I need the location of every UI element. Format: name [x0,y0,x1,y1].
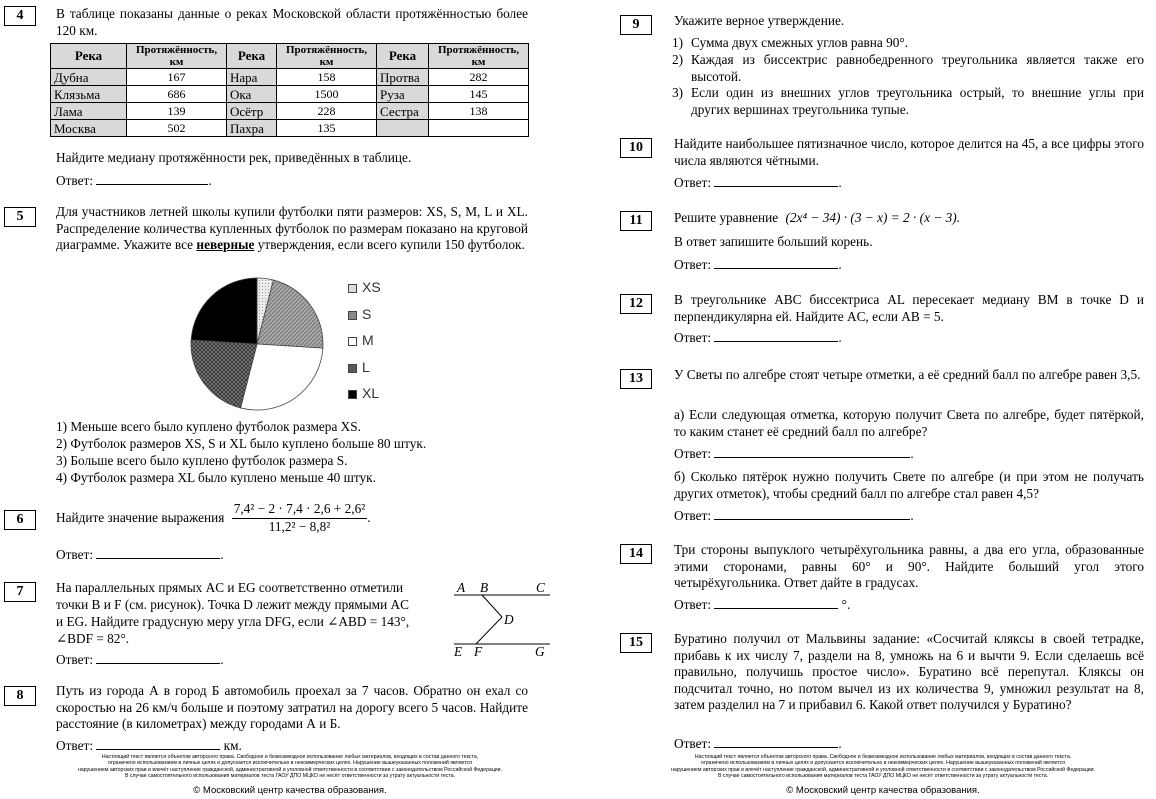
river-length: 167 [127,69,227,86]
river-name: Ока [227,86,277,103]
col-header-river: Река [227,44,277,69]
answer-field[interactable] [714,257,838,269]
answer-field[interactable] [96,173,208,185]
legend-label-l: L [362,359,370,375]
river-name: Протва [377,69,429,86]
task-6-text: Найдите значение выражения [56,509,225,525]
answer-field[interactable] [714,446,910,458]
task-11-answer [674,257,842,274]
legend-swatch-xl [348,390,357,399]
task-14-answer [674,597,850,614]
river-name: Нара [227,69,277,86]
footer-line: ограничено использованием в личных целях и допускается исключительно в некоммерческих целях. Нарушение вышеуказанных положений является [701,760,1065,767]
task-8-answer [56,738,242,755]
river-length: 282 [429,69,529,86]
task-4-answer [56,173,212,190]
task-number-10: 10 [620,138,652,158]
task-7-line-4: ∠BDF = 82°. [56,631,130,646]
river-length: 1500 [277,86,377,103]
river-length: 135 [277,120,377,137]
task-6-fraction [232,501,371,535]
river-length: 502 [127,120,227,137]
river-name [377,120,429,137]
table-row [51,103,529,120]
answer-end: . [220,652,224,667]
answer-field[interactable] [714,597,838,609]
rivers-table [50,43,529,137]
task-10-answer [674,175,842,192]
footer-line: ограничено использованием в личных целях и допускается исключительно в некоммерческих целях. Нарушение вышеуказанных положений является [108,760,472,767]
task-5-option-2: 2) Футболок размеров XS, S и XL было куплено больше 80 штук. [56,436,427,451]
task-6-expression [56,501,371,535]
footer-line: нарушением авторских прав и влечёт наступление гражданской, административной и уголовной ответственности в соответствии с законодательством Российской Федерации. [77,766,503,773]
answer-end: . [838,330,842,345]
river-length: 138 [429,103,529,120]
task-15-answer [674,736,842,753]
table-row [51,69,529,86]
river-length [429,120,529,137]
river-name: Дубна [51,69,127,86]
river-name: Пахра [227,120,277,137]
task-11-line [674,210,960,227]
label-b: B [480,580,489,595]
table-row [51,120,529,137]
task-11-text-2: В ответ запишите больший корень. [674,234,873,249]
answer-end: . [838,736,842,751]
task-4-question: Найдите медиану протяжённости рек, приведённых в таблице. [56,150,412,165]
answer-label: Ответ: [674,330,715,345]
task-9-option-num-2: 2) [672,52,684,67]
task-13-answer-a [674,446,914,463]
task-6-tail: . [367,509,371,525]
answer-end: . [910,508,914,523]
task-9-option-1: Сумма двух смежных углов равна 90°. [691,35,909,50]
legend-label-xs: XS [362,279,381,295]
task-6-answer [56,547,224,564]
answer-end: . [220,547,224,562]
task-number-14: 14 [620,544,652,564]
task-11-text: Решите уравнение [674,210,779,225]
answer-label: Ответ: [674,597,715,612]
task-5-option-4: 4) Футболок размера XL было куплено меньше 40 штук. [56,470,376,485]
task-number-11: 11 [620,211,652,231]
answer-label: Ответ: [674,446,715,461]
footer-line: Настоящий текст является объектом авторского права. Свободное и безвозмездное использование любых материалов, входящих в состав данного текста, [101,754,479,760]
fraction-numerator: 7,4² − 2 · 7,4 · 2,6 + 2,6² [232,501,368,519]
task-13-answer-b [674,508,914,525]
answer-end: . [838,175,842,190]
answer-field[interactable] [96,547,220,559]
task-5-option-3: 3) Больше всего было куплено футболок размера S. [56,453,348,468]
task-5-text-after: утверждения, если всего купили 150 футболок. [254,237,525,252]
legend-label-s: S [362,306,372,322]
task-7-answer [56,652,224,669]
task-number-6: 6 [4,510,36,530]
legend-swatch-xs [348,284,357,293]
answer-label: Ответ: [56,738,97,753]
answer-end: . [910,446,914,461]
task-number-15: 15 [620,633,652,653]
footer-line: В случае самостоятельного использования материалов теста ГАОУ ДПО МЦКО не несёт ответственности за утрату актуальности теста. [124,772,456,779]
river-name: Осётр [227,103,277,120]
pie-slice-xl [191,278,257,344]
col-header-length: Протяжённость, км [127,44,227,69]
task-7-line-2: точки B и F (см. рисунок). Точка D лежит между прямыми AC [56,597,410,612]
task-number-4: 4 [4,6,36,26]
task-8-text: Путь из города А в город Б автомобиль проехал за 7 часов. Обратно он ехал со скоростью на 26 км/ч больше и поэтому затратил на дорогу всего 5 часов. Найдите расстояние (в километрах) между городами А и Б. [56,683,528,731]
legend-swatch-s [348,311,357,320]
answer-end: . [208,173,212,188]
task-number-13: 13 [620,369,652,389]
answer-label: Ответ: [674,508,715,523]
answer-end: . [838,257,842,272]
task-5-text-before: Для участников летней школы купили футболки пяти размеров: XS, S, M, L и XL. Распределение количества купленных футболок по размерам показано на круговой диаграмме. Укажите все [56,204,528,252]
fraction-denominator: 11,2² − 8,8² [268,518,331,534]
label-a: A [457,580,466,595]
tshirt-pie-chart [184,274,330,414]
label-d: D [504,612,514,627]
copyright-left: © Московский центр качества образования. [193,785,387,796]
river-length: 145 [429,86,529,103]
answer-field[interactable] [96,738,220,750]
task-4-text: В таблице показаны данные о реках Московской области протяжённостью более 120 км. [56,6,528,38]
legend-label-xl: XL [362,385,380,401]
answer-label: Ответ: [674,257,715,272]
footer-left [0,754,580,779]
label-e: E [454,644,463,659]
answer-label: Ответ: [674,175,715,190]
task-14-text: Три стороны выпуклого четырёхугольника равны, а два его угла, образованные этими сторонами, равны 60° и 90°. Найдите больший угол этого четырёхугольника. Ответ дайте в градусах. [674,542,1144,590]
answer-field[interactable] [714,736,838,748]
task-9-option-2: Каждая из биссектрис равнобедренного треугольника является также его высотой. [691,52,1144,84]
river-length: 139 [127,103,227,120]
answer-end: км. [220,738,242,753]
task-13-text: У Светы по алгебре стоят четыре отметки, а её средний балл по алгебре равен 3,5. [674,367,1141,382]
legend-swatch-m [348,337,357,346]
footer-line: нарушением авторских прав и влечёт наступление гражданской, административной и уголовной ответственности в соответствии с законодательством Российской Федерации. [670,766,1096,773]
task-number-9: 9 [620,15,652,35]
task-7-line-1: На параллельных прямых AC и EG соответственно отметили [56,580,404,595]
task-13-part-b: б) Сколько пятёрок нужно получить Свете по алгебре (и при этом не получать других отметок), чтобы средний балл по алгебре стал равен 4,5? [674,469,1144,501]
label-f: F [474,644,483,659]
label-c: C [536,580,545,595]
task-9-option-num-3: 3) [672,85,684,100]
river-length: 686 [127,86,227,103]
river-name: Москва [51,120,127,137]
river-name: Лама [51,103,127,120]
answer-field[interactable] [714,330,838,342]
col-header-river: Река [51,44,127,69]
river-name: Сестра [377,103,429,120]
answer-label: Ответ: [56,547,97,562]
river-name: Руза [377,86,429,103]
label-g: G [535,644,545,659]
answer-field[interactable] [714,508,910,520]
answer-end: °. [838,597,851,612]
task-number-7: 7 [4,582,36,602]
task-15-text: Буратино получил от Мальвины задание: «Сосчитай кляксы в своей тетрадке, прибавь к их числу 7, раздели на 8, умножь на 6 и вычти 9. Если сделаешь всё правильно, получишь простое число». Буратино всё перепутал. Кляксы он подсчитал точно, но потом вычел из их количества 9, умножил результат на 8, затем разделил на 7 и прибавил 6. Какой ответ получился у Буратино? [674,631,1144,712]
copyright-right: © Московский центр качества образования. [786,785,980,796]
task-12-text: В треугольнике ABC биссектриса AL пересекает медиану BM в точке D и перпендикулярна ей. Найдите AC, если AB = 5. [674,292,1144,324]
col-header-length: Протяжённость, км [429,44,529,69]
answer-label: Ответ: [56,652,97,667]
task-number-5: 5 [4,207,36,227]
footer-right [618,754,1148,779]
task-9-text: Укажите верное утверждение. [674,13,845,28]
task-9-option-3: Если один из внешних углов треугольника острый, то внешние углы при других вершинах треугольника тупые. [691,85,1144,117]
col-header-river: Река [377,44,429,69]
answer-field[interactable] [714,175,838,187]
task-number-12: 12 [620,294,652,314]
task-9-option-num-1: 1) [672,35,684,50]
task-number-8: 8 [4,686,36,706]
answer-field[interactable] [96,652,220,664]
task-10-text: Найдите наибольшее пятизначное число, которое делится на 45, а все цифры этого числа являются чётными. [674,136,1144,168]
river-length: 228 [277,103,377,120]
task-7-line-3: и EG. Найдите градусную меру угла DFG, если ∠ABD = 143°, [56,614,410,629]
task-12-answer [674,330,842,347]
col-header-length: Протяжённость, км [277,44,377,69]
river-name: Клязьма [51,86,127,103]
task-5-text [56,204,528,254]
task-5-emphasis: неверные [196,237,255,252]
legend-swatch-l [348,364,357,373]
task-11-equation: (2x⁴ − 34) · (3 − x) = 2 · (x − 3). [785,210,961,225]
river-length: 158 [277,69,377,86]
table-row [51,86,529,103]
footer-line: Настоящий текст является объектом авторского права. Свободное и безвозмездное использование любых материалов, входящих в состав данного текста, [694,754,1072,760]
task-5-option-1: 1) Меньше всего было куплено футболок размера XS. [56,419,362,434]
answer-label: Ответ: [674,736,715,751]
answer-label: Ответ: [56,173,97,188]
task-13-part-a: а) Если следующая отметка, которую получит Света по алгебре, будет пятёркой, то каким станет её средний балл по алгебре? [674,407,1144,439]
legend-label-m: M [362,332,374,348]
footer-line: В случае самостоятельного использования материалов теста ГАОУ ДПО МЦКО не несёт ответственности за утрату актуальности теста. [717,772,1049,779]
